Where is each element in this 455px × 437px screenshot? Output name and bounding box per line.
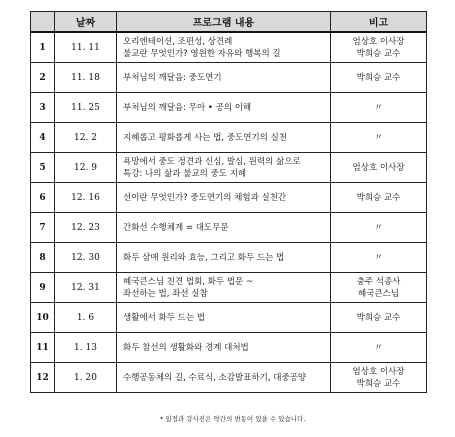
row-number: 7 [31, 213, 55, 243]
row-program [117, 243, 331, 273]
row-note [331, 243, 427, 273]
row-number: 8 [31, 243, 55, 273]
program-line: 오리엔테이션, 조편성, 상견례 [123, 36, 233, 47]
note-line: 박희승 교수 [356, 378, 401, 389]
row-date: 11. 11 [55, 32, 117, 63]
table-body [31, 32, 427, 393]
row-number: 4 [31, 123, 55, 153]
row-note [331, 273, 427, 303]
header-date: 날짜 [55, 12, 117, 33]
header-note: 비고 [331, 12, 427, 33]
row-note [331, 303, 427, 333]
program-line: 선이란 무엇인가? 중도연기의 체험과 실천간 [123, 192, 287, 203]
row-number: 12 [31, 363, 55, 393]
row-date: 1. 13 [55, 333, 117, 363]
table-row [31, 183, 427, 213]
program-line: 좌선하는 법, 좌선 실참 [123, 288, 208, 299]
program-line: 부처님의 깨달음: 무아 • 공의 이해 [123, 102, 252, 113]
note-line: 엄상호 이사장 [352, 36, 405, 47]
row-date: 11. 18 [55, 63, 117, 93]
row-note [331, 213, 427, 243]
note-line: 〃 [374, 222, 383, 233]
row-program [117, 273, 331, 303]
row-program [117, 123, 331, 153]
row-date: 12. 30 [55, 243, 117, 273]
table-row [31, 273, 427, 303]
program-line: 간화선 수행체계 = 대도무문 [123, 222, 229, 233]
table-row [31, 363, 427, 393]
table-row [31, 63, 427, 93]
note-line: 〃 [374, 342, 383, 353]
program-line: 혜국큰스님 친견 법회, 화두 법문 ~ [123, 276, 254, 287]
row-program [117, 363, 331, 393]
table-row [31, 243, 427, 273]
row-number: 2 [31, 63, 55, 93]
row-date: 1. 20 [55, 363, 117, 393]
program-line: 지혜롭고 평화롭게 사는 법, 중도연기의 실천 [123, 132, 288, 143]
row-date: 1. 6 [55, 303, 117, 333]
row-note [331, 63, 427, 93]
program-line: 욕망에서 중도 정견과 신심, 발심, 원력의 삶으로 [123, 156, 301, 167]
note-line: 박희승 교수 [356, 48, 401, 59]
table-row [31, 32, 427, 63]
row-note [331, 32, 427, 63]
row-date: 12. 16 [55, 183, 117, 213]
row-date: 12. 2 [55, 123, 117, 153]
program-line: 불교란 무엇인가? 영원한 자유와 행복의 길 [123, 48, 281, 59]
program-line: 부처님의 깨달음: 중도연기 [123, 72, 222, 83]
row-date: 12. 23 [55, 213, 117, 243]
table-header [31, 12, 427, 33]
program-line: 수행공동체의 길, 수료식, 소감발표하기, 대중공양 [123, 372, 307, 383]
note-line: 박희승 교수 [356, 192, 401, 203]
row-note [331, 333, 427, 363]
row-number: 6 [31, 183, 55, 213]
program-line: 생활에서 화두 드는 법 [123, 312, 206, 323]
note-line: 박희승 교수 [356, 312, 401, 323]
row-program [117, 93, 331, 123]
note-line: 엄상호 이사장 [352, 366, 405, 377]
row-number: 9 [31, 273, 55, 303]
footnote: * 일정과 강사진은 약간의 변동이 있을 수 있습니다. [160, 415, 306, 423]
note-line: 〃 [374, 252, 383, 263]
program-line: 화두 참선의 생활화와 경계 대처법 [123, 342, 249, 353]
row-note [331, 183, 427, 213]
row-note [331, 123, 427, 153]
row-number: 11 [31, 333, 55, 363]
header-num-cell [31, 12, 55, 33]
note-line: 〃 [374, 132, 383, 143]
row-note [331, 93, 427, 123]
row-date: 12. 9 [55, 153, 117, 183]
row-note [331, 153, 427, 183]
note-line: 〃 [374, 102, 383, 113]
table-row [31, 333, 427, 363]
table-row [31, 213, 427, 243]
row-program [117, 32, 331, 63]
row-number: 1 [31, 32, 55, 63]
row-number: 3 [31, 93, 55, 123]
program-line: 화두 삼매 원리와 효능, 그리고 화두 드는 법 [123, 252, 285, 263]
table-row [31, 153, 427, 183]
row-program [117, 183, 331, 213]
program-schedule-table [30, 11, 427, 393]
row-date: 12. 31 [55, 273, 117, 303]
row-program [117, 153, 331, 183]
row-date: 11. 25 [55, 93, 117, 123]
note-line: 혜국큰스님 [357, 288, 400, 299]
row-program [117, 333, 331, 363]
row-program [117, 63, 331, 93]
note-line: 충주 석종사 [356, 276, 401, 287]
row-number: 10 [31, 303, 55, 333]
note-line: 엄상호 이사장 [352, 162, 405, 173]
table-row [31, 123, 427, 153]
row-note [331, 363, 427, 393]
row-program [117, 303, 331, 333]
program-line: 특강: 나의 삶과 불교의 중도 지혜 [123, 168, 247, 179]
row-program [117, 213, 331, 243]
header-row [31, 12, 427, 33]
table-row [31, 93, 427, 123]
row-number: 5 [31, 153, 55, 183]
header-program: 프로그램 내용 [117, 12, 331, 33]
note-line: 박희승 교수 [356, 72, 401, 83]
table-row [31, 303, 427, 333]
